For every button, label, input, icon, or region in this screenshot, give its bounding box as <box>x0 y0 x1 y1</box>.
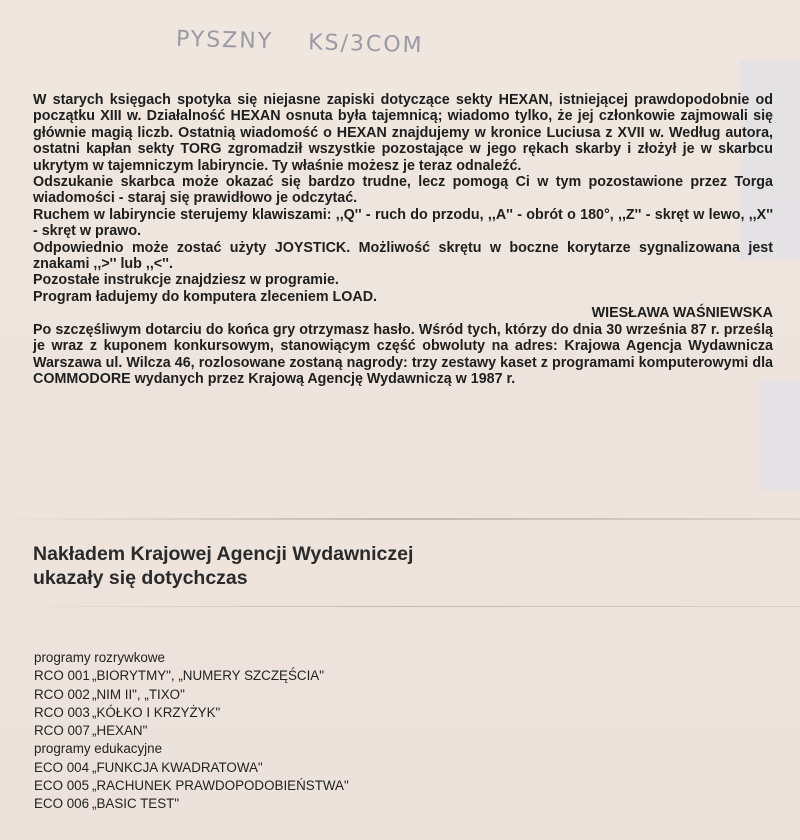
item-code: ECO 006 <box>34 796 90 812</box>
catalog-heading <box>33 542 413 590</box>
instructions-text <box>33 92 773 387</box>
handwriting-part2: KS/3COM <box>307 30 424 59</box>
author-name: WIESŁAWA WAŚNIEWSKA <box>591 305 773 322</box>
fold-line <box>0 606 800 607</box>
item-title: „KÓŁKO I KRZYŻYK" <box>92 704 221 720</box>
list-item <box>34 759 349 777</box>
catalog-list <box>34 649 349 814</box>
list-item <box>34 686 349 704</box>
item-code: RCO 007 <box>34 723 90 739</box>
print-bleed <box>760 380 800 490</box>
item-title: „NIM II", „TIXO" <box>92 686 185 702</box>
item-title: „BASIC TEST" <box>92 796 180 812</box>
fold-line <box>0 518 800 520</box>
item-code: ECO 004 <box>34 759 90 775</box>
paragraph-more-instructions: Pozostałe instrukcje znajdziesz w programie. <box>33 272 339 289</box>
paragraph-hint: Odszukanie skarbca może okazać się bardzo trudne, lecz pomogą Ci w tym pozostawione przez Torga wiadomości - staraj się prawidłowo je odczytać. <box>33 174 773 207</box>
item-title: „BIORYTMY", „NUMERY SZCZĘŚCIA" <box>92 668 324 684</box>
item-title: „RACHUNEK PRAWDOPODOBIEŃSTWA" <box>92 778 349 794</box>
item-title: „FUNKCJA KWADRATOWA" <box>92 759 263 775</box>
pencil-handwriting <box>176 27 424 58</box>
catalog-heading-line2: ukazały się dotychczas <box>33 567 248 589</box>
list-item <box>34 667 349 685</box>
paragraph-load: Program ładujemy do komputera zleceniem LOAD. <box>33 288 378 305</box>
item-code: RCO 002 <box>34 686 90 702</box>
item-code: RCO 003 <box>34 704 90 720</box>
paragraph-joystick: Odpowiednio może zostać użyty JOYSTICK. Możliwość skrętu w boczne korytarze sygnalizowana jest znakami ,,>'' lub ,,<''. <box>33 239 773 273</box>
item-code: ECO 005 <box>34 778 90 794</box>
paragraph-contest: Po szczęśliwym dotarciu do końca gry otrzymasz hasło. Wśród tych, którzy do dnia 30 września 87 r. prześlą je wraz z kuponem konkursowym, stanowiącym część obwoluty na adres: Krajowa Agencja Wydawnicza Warszawa ul. Wilcza 46, rozlosowane zostaną nagrody: trzy zestawy kaset z programami komputerowymi dla COMMODORE wydanych przez Krajową Agencję Wydawniczą w 1987 r. <box>33 321 773 387</box>
paragraph-intro: W starych księgach spotyka się niejasne zapiski dotyczące sekty HEXAN, istniejącej prawdopodobnie od początku XIII w. Działalność HEXAN osnuta była tajemnicą; wiadomo tylko, że jej członkowie zajmowali się głównie magią liczb. Ostatnią wiadomość o HEXAN znajdujemy w kronice Luciusa z XVII w. Według autora, ostatni kapłan sekty TORG zgromadził wszystkie pozostające w jego rękach skarby i złożył je w skarbcu ukrytym w tajemniczym labiryncie. Ty właśnie możesz je teraz odnaleźć. <box>33 92 773 174</box>
category-label-entertainment: programy rozrywkowe <box>34 650 165 665</box>
paragraph-controls: Ruchem w labiryncie sterujemy klawiszami: ,,Q'' - ruch do przodu, ,,A'' - obrót o 180°, ,,Z'' - skręt w lewo, ,,X'' - skręt w prawo. <box>33 206 773 240</box>
category-label-educational: programy edukacyjne <box>34 741 163 757</box>
catalog-heading-line1: Nakładem Krajowej Agencji Wydawniczej <box>33 543 414 565</box>
list-item <box>34 777 349 795</box>
handwriting-part1: PYSZNY <box>175 26 274 55</box>
list-item <box>34 704 349 722</box>
list-item <box>34 722 349 740</box>
item-title: „HEXAN" <box>92 723 148 739</box>
item-code: RCO 001 <box>34 668 90 684</box>
list-item <box>34 795 349 813</box>
